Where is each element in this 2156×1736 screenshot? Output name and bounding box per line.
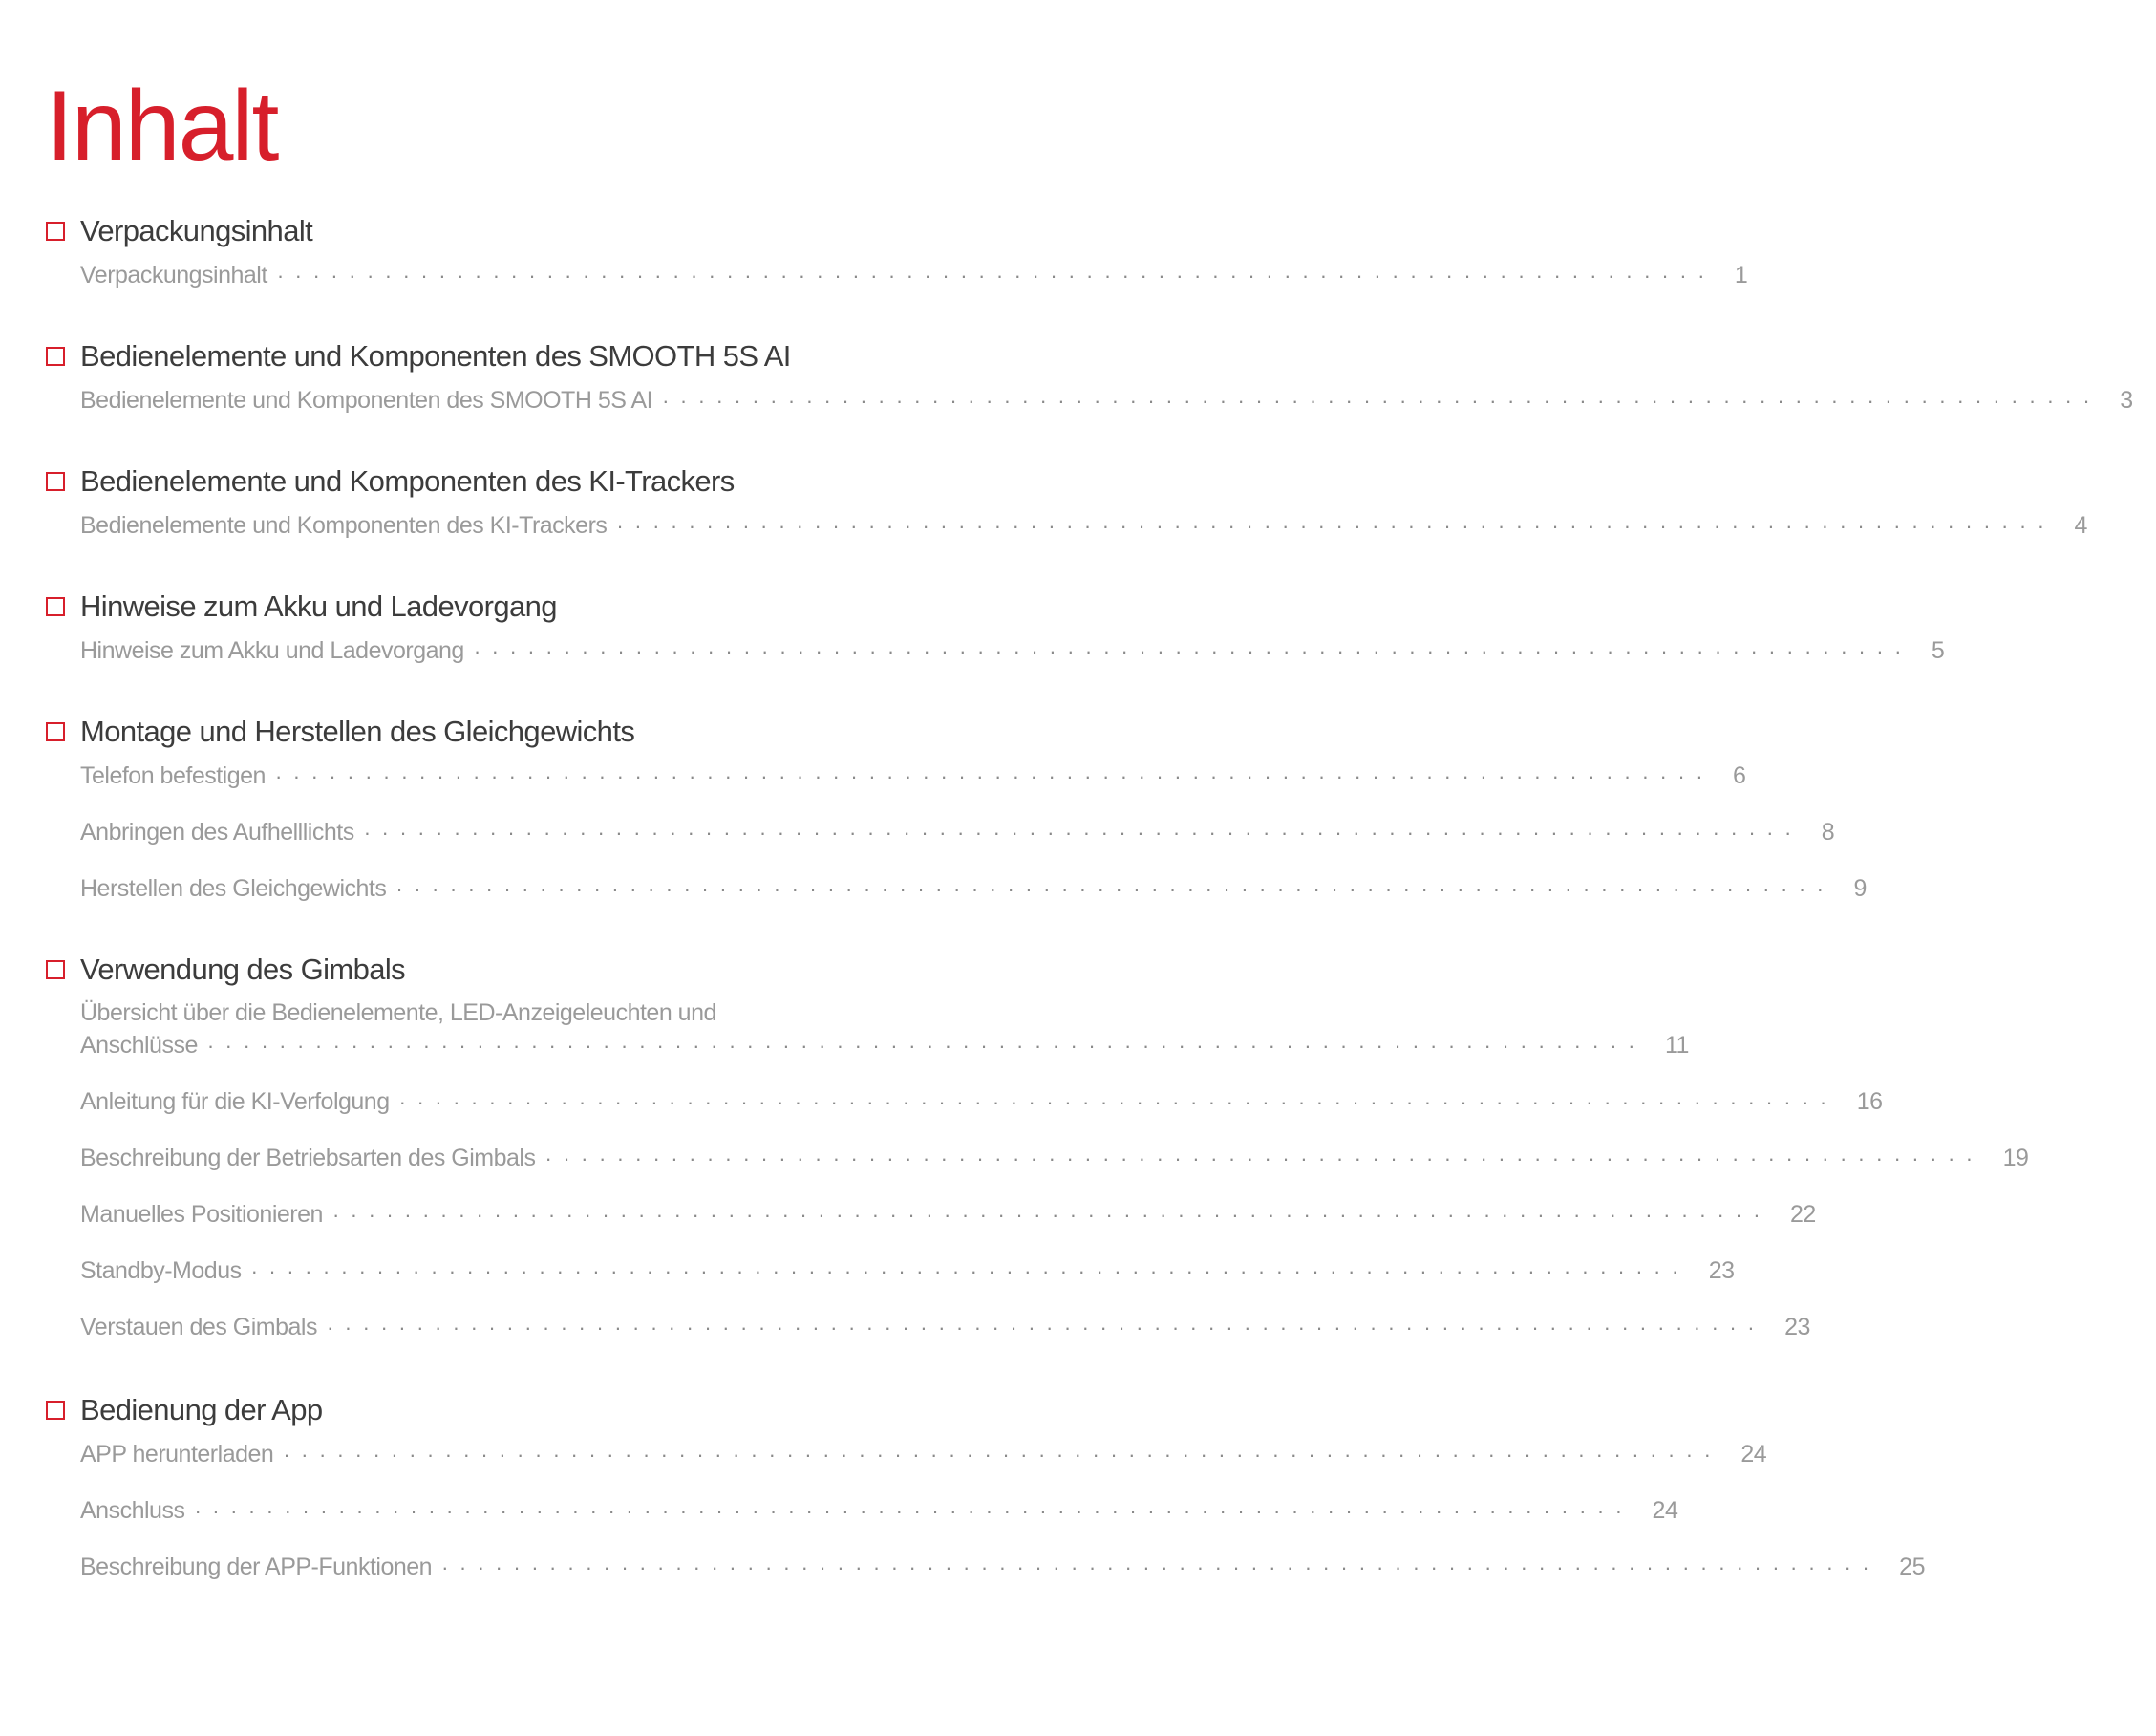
dot-leader: ················································································ bbox=[363, 821, 1803, 845]
toc-entry[interactable] bbox=[80, 1142, 2029, 1174]
toc-entry-label: Telefon befestigen bbox=[80, 762, 266, 789]
toc-entry-label: Hinweise zum Akku und Ladevorgang bbox=[80, 637, 464, 664]
dot-leader: ················································································ bbox=[274, 764, 1715, 788]
toc-entry[interactable] bbox=[80, 997, 1689, 1061]
dot-leader: ················································································ bbox=[194, 1499, 1633, 1523]
toc-entry-label: Anschlüsse bbox=[80, 1032, 198, 1059]
toc-entry-page: 23 bbox=[1784, 1314, 1810, 1340]
checkbox-icon bbox=[46, 597, 65, 616]
toc-entry[interactable] bbox=[80, 1438, 1767, 1470]
toc-section-mounting bbox=[46, 715, 1867, 905]
toc-entry-page: 11 bbox=[1664, 1032, 1689, 1059]
toc-section-gimbal-use bbox=[46, 953, 2029, 1343]
toc-entry-page: 1 bbox=[1734, 262, 1748, 289]
dot-leader: ················································································ bbox=[662, 389, 2102, 413]
dot-leader: ················································································ bbox=[283, 1443, 1722, 1467]
dot-leader: ················································································ bbox=[398, 1090, 1838, 1114]
toc-entry-page: 24 bbox=[1740, 1441, 1767, 1468]
toc-entry[interactable] bbox=[80, 509, 2087, 542]
section-heading: Bedienung der App bbox=[80, 1393, 323, 1426]
dot-leader: ················································································ bbox=[326, 1316, 1766, 1340]
toc-entry[interactable] bbox=[80, 1551, 1925, 1583]
toc-entry-page: 22 bbox=[1790, 1201, 1816, 1228]
checkbox-icon bbox=[46, 960, 65, 979]
toc-entry-label: Bedienelemente und Komponenten des SMOOTH 5S AI bbox=[80, 387, 653, 414]
dot-leader: ················································································ bbox=[276, 264, 1716, 288]
dot-leader: ················································································ bbox=[616, 514, 2056, 538]
section-heading-row[interactable] bbox=[46, 954, 810, 986]
section-heading: Montage und Herstellen des Gleichgewichts bbox=[80, 715, 635, 748]
toc-entry-label: Anschluss bbox=[80, 1497, 185, 1524]
toc-entry-label: Verpackungsinhalt bbox=[80, 262, 267, 289]
toc-entry[interactable] bbox=[80, 259, 1748, 291]
toc-entry-label: Anbringen des Aufhelllichts bbox=[80, 819, 354, 846]
toc-entry-label-line: Übersicht über die Bedienelemente, LED-Anzeigeleuchten und bbox=[80, 999, 716, 1026]
toc-entry-label: Anleitung für die KI-Verfolgung bbox=[80, 1088, 390, 1115]
toc-entry-page: 25 bbox=[1899, 1554, 1925, 1580]
toc-section-app bbox=[46, 1393, 1925, 1583]
toc-entry-label: Verstauen des Gimbals bbox=[80, 1314, 317, 1340]
checkbox-icon bbox=[46, 722, 65, 741]
toc-entry-label: Standby-Modus bbox=[80, 1257, 242, 1284]
section-heading: Verwendung des Gimbals bbox=[80, 953, 406, 986]
toc-entry[interactable] bbox=[80, 634, 1945, 667]
toc-section-battery bbox=[46, 589, 1945, 667]
toc-entry[interactable] bbox=[80, 1198, 1816, 1231]
checkbox-icon bbox=[46, 1401, 65, 1420]
section-heading: Bedienelemente und Komponenten des SMOOTH 5S AI bbox=[80, 339, 791, 373]
toc-entry-page: 19 bbox=[2002, 1145, 2029, 1171]
section-heading-row[interactable] bbox=[46, 215, 810, 247]
dot-leader: ················································································ bbox=[331, 1203, 1772, 1227]
checkbox-icon bbox=[46, 472, 65, 491]
dot-leader: ················································································ bbox=[206, 1034, 1646, 1058]
section-heading-row[interactable] bbox=[46, 465, 810, 498]
toc-section-packaging bbox=[46, 214, 1748, 291]
section-heading-row[interactable] bbox=[46, 590, 810, 623]
toc-entry[interactable] bbox=[80, 1085, 1883, 1118]
toc-entry-page: 6 bbox=[1733, 762, 1746, 789]
toc-entry[interactable] bbox=[80, 1311, 1810, 1343]
section-heading-row[interactable] bbox=[46, 1394, 810, 1426]
toc-entry[interactable] bbox=[80, 1254, 1735, 1287]
section-heading-row[interactable] bbox=[46, 340, 810, 373]
dot-leader: ················································································ bbox=[395, 877, 1835, 901]
toc-entry-page: 4 bbox=[2074, 512, 2087, 539]
toc-entry[interactable] bbox=[80, 872, 1867, 905]
section-heading: Verpackungsinhalt bbox=[80, 214, 313, 247]
toc-entry[interactable] bbox=[80, 816, 1835, 848]
toc-entry-page: 3 bbox=[2120, 387, 2133, 414]
dot-leader: ················································································ bbox=[441, 1555, 1881, 1579]
section-heading-row[interactable] bbox=[46, 716, 810, 748]
toc-entry[interactable] bbox=[80, 760, 1746, 792]
section-heading: Hinweise zum Akku und Ladevorgang bbox=[80, 589, 557, 623]
toc-section-tracker bbox=[46, 464, 2087, 542]
toc-section-controls bbox=[46, 339, 2133, 417]
section-heading: Bedienelemente und Komponenten des KI-Trackers bbox=[80, 464, 735, 498]
toc-entry[interactable] bbox=[80, 1494, 1678, 1527]
toc-entry-page: 8 bbox=[1821, 819, 1835, 846]
toc-entry[interactable] bbox=[80, 384, 2133, 417]
toc-entry-label: Bedienelemente und Komponenten des KI-Trackers bbox=[80, 512, 608, 539]
toc-entry-label: Beschreibung der APP-Funktionen bbox=[80, 1554, 433, 1580]
toc-entry-page: 23 bbox=[1708, 1257, 1735, 1284]
dot-leader: ················································································ bbox=[250, 1259, 1690, 1283]
dot-leader: ················································································ bbox=[544, 1147, 1984, 1170]
toc-entry-page: 16 bbox=[1856, 1088, 1883, 1115]
page-title: Inhalt bbox=[46, 71, 278, 182]
toc-entry-page: 5 bbox=[1931, 637, 1945, 664]
checkbox-icon bbox=[46, 222, 65, 241]
dot-leader: ················································································ bbox=[473, 639, 1912, 663]
toc-entry-page: 24 bbox=[1652, 1497, 1678, 1524]
toc-entry-label: Beschreibung der Betriebsarten des Gimbals bbox=[80, 1145, 536, 1171]
toc-entry-label: Manuelles Positionieren bbox=[80, 1201, 323, 1228]
toc-entry-page: 9 bbox=[1853, 875, 1867, 902]
checkbox-icon bbox=[46, 347, 65, 366]
toc-entry-label: Herstellen des Gleichgewichts bbox=[80, 875, 387, 902]
toc-entry-label: APP herunterladen bbox=[80, 1441, 274, 1468]
